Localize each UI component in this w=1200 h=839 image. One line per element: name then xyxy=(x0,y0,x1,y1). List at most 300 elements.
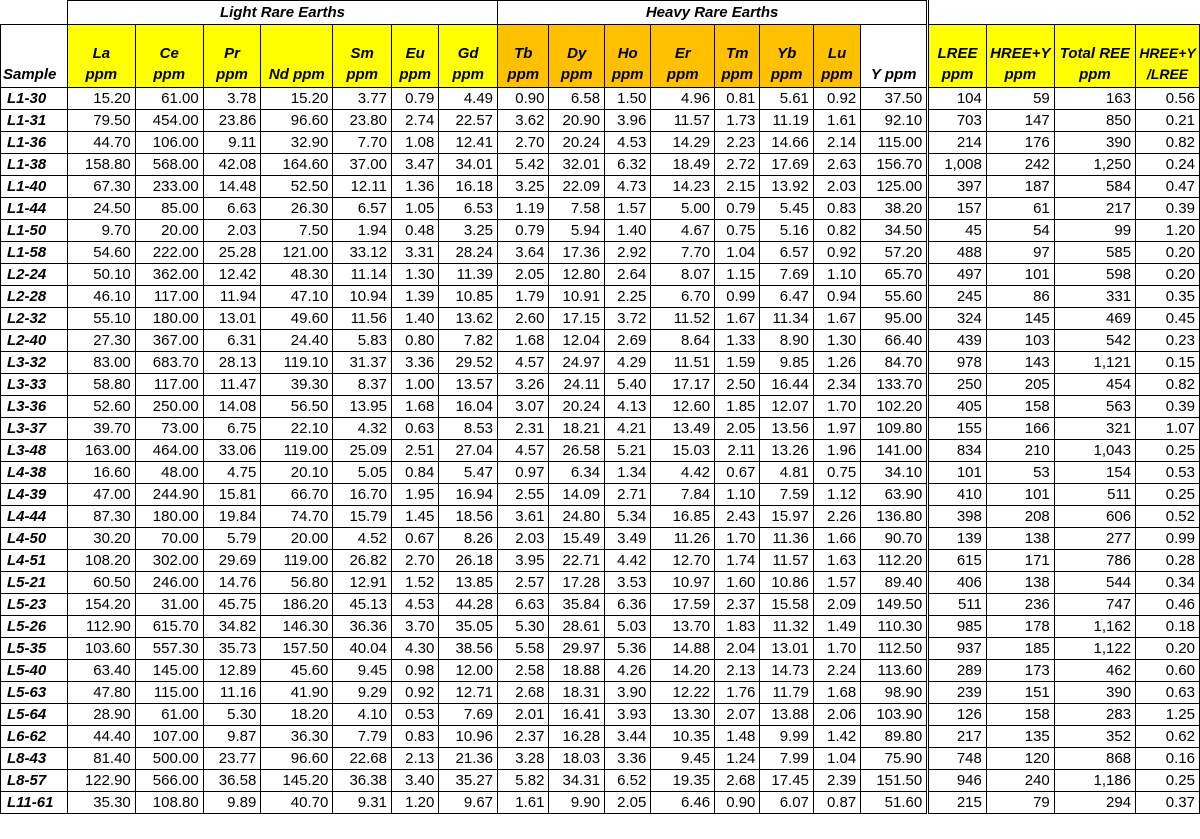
value-cell: 9.90 xyxy=(549,792,605,814)
heavy-element-header: Dy ppm xyxy=(549,25,605,88)
value-cell: 9.67 xyxy=(439,792,498,814)
value-cell: 27.04 xyxy=(439,440,498,462)
value-cell: 0.92 xyxy=(813,242,860,264)
value-cell: 35.30 xyxy=(67,792,135,814)
light-rare-earths-label: Light Rare Earths xyxy=(67,1,497,25)
value-cell: 31.37 xyxy=(333,352,392,374)
value-cell: 61.00 xyxy=(135,88,203,110)
value-cell: 2.09 xyxy=(813,594,860,616)
value-cell: 1.10 xyxy=(715,484,760,506)
value-cell: 156.70 xyxy=(861,154,928,176)
value-cell: 17.59 xyxy=(651,594,715,616)
value-cell: 14.09 xyxy=(549,484,605,506)
value-cell: 236 xyxy=(986,594,1054,616)
sample-id-cell: L1-31 xyxy=(1,110,68,132)
value-cell: 0.48 xyxy=(392,220,439,242)
sample-id-cell: L3-36 xyxy=(1,396,68,418)
table-row xyxy=(1,154,1200,176)
value-cell: 27.30 xyxy=(67,330,135,352)
value-cell: 0.82 xyxy=(1136,374,1200,396)
value-cell: 52.50 xyxy=(261,176,333,198)
value-cell: 454 xyxy=(1054,374,1135,396)
value-cell: 164.60 xyxy=(261,154,333,176)
value-cell: 112.50 xyxy=(861,638,928,660)
value-cell: 41.90 xyxy=(261,682,333,704)
value-cell: 0.62 xyxy=(1136,726,1200,748)
value-cell: 18.49 xyxy=(651,154,715,176)
value-cell: 24.11 xyxy=(549,374,605,396)
value-cell: 205 xyxy=(986,374,1054,396)
sample-id-cell: L3-33 xyxy=(1,374,68,396)
value-cell: 1.61 xyxy=(498,792,549,814)
value-cell: 108.20 xyxy=(67,550,135,572)
value-cell: 0.82 xyxy=(1136,132,1200,154)
value-cell: 157.50 xyxy=(261,638,333,660)
value-cell: 469 xyxy=(1054,308,1135,330)
value-cell: 1.57 xyxy=(813,572,860,594)
value-cell: 16.44 xyxy=(760,374,814,396)
value-cell: 1.94 xyxy=(333,220,392,242)
value-cell: 511 xyxy=(1054,484,1135,506)
value-cell: 79.50 xyxy=(67,110,135,132)
value-cell: 180.00 xyxy=(135,308,203,330)
value-cell: 2.03 xyxy=(203,220,261,242)
value-cell: 2.58 xyxy=(498,660,549,682)
value-cell: 15.81 xyxy=(203,484,261,506)
value-cell: 240 xyxy=(986,770,1054,792)
value-cell: 15.58 xyxy=(760,594,814,616)
value-cell: 56.80 xyxy=(261,572,333,594)
value-cell: 14.66 xyxy=(760,132,814,154)
value-cell: 147 xyxy=(986,110,1054,132)
sample-id-cell: L8-57 xyxy=(1,770,68,792)
value-cell: 7.69 xyxy=(439,704,498,726)
value-cell: 1.42 xyxy=(813,726,860,748)
value-cell: 102.20 xyxy=(861,396,928,418)
value-cell: 18.31 xyxy=(549,682,605,704)
value-cell: 8.37 xyxy=(333,374,392,396)
value-cell: 56.50 xyxy=(261,396,333,418)
value-cell: 54.60 xyxy=(67,242,135,264)
value-cell: 92.10 xyxy=(861,110,928,132)
value-cell: 35.84 xyxy=(549,594,605,616)
sample-id-cell: L5-21 xyxy=(1,572,68,594)
value-cell: 9.89 xyxy=(203,792,261,814)
value-cell: 3.95 xyxy=(498,550,549,572)
value-cell: 11.52 xyxy=(651,308,715,330)
value-cell: 8.90 xyxy=(760,330,814,352)
value-cell: 96.60 xyxy=(261,748,333,770)
value-cell: 84.70 xyxy=(861,352,928,374)
value-cell: 11.14 xyxy=(333,264,392,286)
sample-header: Sample xyxy=(1,25,68,88)
value-cell: 133.70 xyxy=(861,374,928,396)
value-cell: 11.79 xyxy=(760,682,814,704)
value-cell: 18.20 xyxy=(261,704,333,726)
value-cell: 11.34 xyxy=(760,308,814,330)
value-cell: 0.98 xyxy=(392,660,439,682)
value-cell: 3.25 xyxy=(439,220,498,242)
value-cell: 1.10 xyxy=(813,264,860,286)
value-cell: 1.95 xyxy=(392,484,439,506)
value-cell: 23.77 xyxy=(203,748,261,770)
table-row xyxy=(1,638,1200,660)
value-cell: 51.60 xyxy=(861,792,928,814)
value-cell: 946 xyxy=(928,770,987,792)
value-cell: 7.70 xyxy=(651,242,715,264)
value-cell: 2.71 xyxy=(605,484,651,506)
value-cell: 13.95 xyxy=(333,396,392,418)
sample-id-cell: L1-30 xyxy=(1,88,68,110)
value-cell: 8.07 xyxy=(651,264,715,286)
value-cell: 4.10 xyxy=(333,704,392,726)
value-cell: 9.29 xyxy=(333,682,392,704)
heavy-element-header: Tb ppm xyxy=(498,25,549,88)
value-cell: 10.85 xyxy=(439,286,498,308)
value-cell: 2.37 xyxy=(498,726,549,748)
value-cell: 57.20 xyxy=(861,242,928,264)
value-cell: 3.90 xyxy=(605,682,651,704)
value-cell: 14.20 xyxy=(651,660,715,682)
value-cell: 15.20 xyxy=(261,88,333,110)
value-cell: 1.67 xyxy=(715,308,760,330)
table-row xyxy=(1,770,1200,792)
value-cell: 7.50 xyxy=(261,220,333,242)
light-element-header: Nd ppm xyxy=(261,25,333,88)
value-cell: 3.61 xyxy=(498,506,549,528)
value-cell: 10.91 xyxy=(549,286,605,308)
value-cell: 44.40 xyxy=(67,726,135,748)
value-cell: 89.80 xyxy=(861,726,928,748)
value-cell: 22.10 xyxy=(261,418,333,440)
value-cell: 15.97 xyxy=(760,506,814,528)
value-cell: 119.00 xyxy=(261,440,333,462)
value-cell: 12.60 xyxy=(651,396,715,418)
value-cell: 217 xyxy=(928,726,987,748)
value-cell: 3.07 xyxy=(498,396,549,418)
value-cell: 141.00 xyxy=(861,440,928,462)
value-cell: 2.57 xyxy=(498,572,549,594)
value-cell: 0.35 xyxy=(1136,286,1200,308)
value-cell: 10.35 xyxy=(651,726,715,748)
value-cell: 180.00 xyxy=(135,506,203,528)
value-cell: 2.63 xyxy=(813,154,860,176)
sample-id-cell: L5-40 xyxy=(1,660,68,682)
value-cell: 703 xyxy=(928,110,987,132)
value-cell: 16.18 xyxy=(439,176,498,198)
value-cell: 16.70 xyxy=(333,484,392,506)
value-cell: 16.41 xyxy=(549,704,605,726)
value-cell: 1.79 xyxy=(498,286,549,308)
value-cell: 2.07 xyxy=(715,704,760,726)
value-cell: 1.36 xyxy=(392,176,439,198)
value-cell: 747 xyxy=(1054,594,1135,616)
value-cell: 33.12 xyxy=(333,242,392,264)
table-row xyxy=(1,572,1200,594)
value-cell: 18.56 xyxy=(439,506,498,528)
column-header-row xyxy=(1,25,1200,88)
value-cell: 96.60 xyxy=(261,110,333,132)
value-cell: 0.79 xyxy=(498,220,549,242)
value-cell: 1.40 xyxy=(605,220,651,242)
value-cell: 4.67 xyxy=(651,220,715,242)
table-row xyxy=(1,396,1200,418)
value-cell: 2.05 xyxy=(605,792,651,814)
value-cell: 103.90 xyxy=(861,704,928,726)
value-cell: 3.44 xyxy=(605,726,651,748)
value-cell: 24.80 xyxy=(549,506,605,528)
value-cell: 7.58 xyxy=(549,198,605,220)
value-cell: 50.10 xyxy=(67,264,135,286)
value-cell: 5.61 xyxy=(760,88,814,110)
value-cell: 246.00 xyxy=(135,572,203,594)
value-cell: 2.68 xyxy=(498,682,549,704)
value-cell: 113.60 xyxy=(861,660,928,682)
value-cell: 22.71 xyxy=(549,550,605,572)
value-cell: 6.31 xyxy=(203,330,261,352)
value-cell: 101 xyxy=(928,462,987,484)
value-cell: 15.20 xyxy=(67,88,135,110)
value-cell: 83.00 xyxy=(67,352,135,374)
value-cell: 4.52 xyxy=(333,528,392,550)
value-cell: 157 xyxy=(928,198,987,220)
value-cell: 2.92 xyxy=(605,242,651,264)
value-cell: 85.00 xyxy=(135,198,203,220)
value-cell: 28.61 xyxy=(549,616,605,638)
sample-id-cell: L5-26 xyxy=(1,616,68,638)
value-cell: 98.90 xyxy=(861,682,928,704)
table-row xyxy=(1,352,1200,374)
value-cell: 90.70 xyxy=(861,528,928,550)
value-cell: 20.00 xyxy=(261,528,333,550)
value-cell: 1.97 xyxy=(813,418,860,440)
value-cell: 10.94 xyxy=(333,286,392,308)
value-cell: 5.34 xyxy=(605,506,651,528)
value-cell: 3.36 xyxy=(605,748,651,770)
value-cell: 606 xyxy=(1054,506,1135,528)
value-cell: 31.00 xyxy=(135,594,203,616)
value-cell: 151.50 xyxy=(861,770,928,792)
sample-id-cell: L11-61 xyxy=(1,792,68,814)
value-cell: 2.60 xyxy=(498,308,549,330)
sample-id-cell: L4-39 xyxy=(1,484,68,506)
value-cell: 11.16 xyxy=(203,682,261,704)
value-cell: 0.56 xyxy=(1136,88,1200,110)
value-cell: 331 xyxy=(1054,286,1135,308)
value-cell: 0.83 xyxy=(392,726,439,748)
value-cell: 12.00 xyxy=(439,660,498,682)
value-cell: 138 xyxy=(986,572,1054,594)
value-cell: 1.96 xyxy=(813,440,860,462)
value-cell: 1.40 xyxy=(392,308,439,330)
value-cell: 7.70 xyxy=(333,132,392,154)
value-cell: 2.03 xyxy=(813,176,860,198)
value-cell: 4.26 xyxy=(605,660,651,682)
value-cell: 8.53 xyxy=(439,418,498,440)
value-cell: 9.85 xyxy=(760,352,814,374)
sample-id-cell: L1-38 xyxy=(1,154,68,176)
value-cell: 55.60 xyxy=(861,286,928,308)
value-cell: 20.00 xyxy=(135,220,203,242)
value-cell: 397 xyxy=(928,176,987,198)
value-cell: 542 xyxy=(1054,330,1135,352)
value-cell: 158.80 xyxy=(67,154,135,176)
value-cell: 9.70 xyxy=(67,220,135,242)
table-row xyxy=(1,286,1200,308)
sample-id-cell: L1-40 xyxy=(1,176,68,198)
value-cell: 16.28 xyxy=(549,726,605,748)
value-cell: 0.52 xyxy=(1136,506,1200,528)
value-cell: 12.04 xyxy=(549,330,605,352)
value-cell: 1.57 xyxy=(605,198,651,220)
value-cell: 117.00 xyxy=(135,374,203,396)
value-cell: 462 xyxy=(1054,660,1135,682)
table-row xyxy=(1,374,1200,396)
value-cell: 119.00 xyxy=(261,550,333,572)
value-cell: 30.20 xyxy=(67,528,135,550)
value-cell: 2.69 xyxy=(605,330,651,352)
value-cell: 1.19 xyxy=(498,198,549,220)
value-cell: 683.70 xyxy=(135,352,203,374)
table-row xyxy=(1,242,1200,264)
value-cell: 89.40 xyxy=(861,572,928,594)
value-cell: 1.20 xyxy=(392,792,439,814)
value-cell: 99 xyxy=(1054,220,1135,242)
value-cell: 20.90 xyxy=(549,110,605,132)
value-cell: 44.28 xyxy=(439,594,498,616)
value-cell: 3.25 xyxy=(498,176,549,198)
light-element-header: Pr ppm xyxy=(203,25,261,88)
value-cell: 16.60 xyxy=(67,462,135,484)
value-cell: 28.13 xyxy=(203,352,261,374)
value-cell: 2.15 xyxy=(715,176,760,198)
value-cell: 65.70 xyxy=(861,264,928,286)
value-cell: 145.00 xyxy=(135,660,203,682)
value-cell: 95.00 xyxy=(861,308,928,330)
value-cell: 0.87 xyxy=(813,792,860,814)
value-cell: 1.30 xyxy=(392,264,439,286)
value-cell: 86 xyxy=(986,286,1054,308)
sample-id-cell: L2-32 xyxy=(1,308,68,330)
value-cell: 45.75 xyxy=(203,594,261,616)
value-cell: 0.37 xyxy=(1136,792,1200,814)
value-cell: 978 xyxy=(928,352,987,374)
value-cell: 0.34 xyxy=(1136,572,1200,594)
value-cell: 1.63 xyxy=(813,550,860,572)
value-cell: 17.17 xyxy=(651,374,715,396)
heavy-element-header: Tm ppm xyxy=(715,25,760,88)
value-cell: 598 xyxy=(1054,264,1135,286)
table-row xyxy=(1,748,1200,770)
value-cell: 398 xyxy=(928,506,987,528)
value-cell: 0.81 xyxy=(715,88,760,110)
light-element-header: Gd ppm xyxy=(439,25,498,88)
value-cell: 1.30 xyxy=(813,330,860,352)
value-cell: 35.05 xyxy=(439,616,498,638)
value-cell: 2.55 xyxy=(498,484,549,506)
table-row xyxy=(1,110,1200,132)
value-cell: 2.26 xyxy=(813,506,860,528)
value-cell: 61 xyxy=(986,198,1054,220)
value-cell: 2.70 xyxy=(392,550,439,572)
value-cell: 615.70 xyxy=(135,616,203,638)
value-cell: 0.90 xyxy=(498,88,549,110)
value-cell: 32.01 xyxy=(549,154,605,176)
value-cell: 0.20 xyxy=(1136,242,1200,264)
value-cell: 67.30 xyxy=(67,176,135,198)
value-cell: 17.15 xyxy=(549,308,605,330)
value-cell: 454.00 xyxy=(135,110,203,132)
sample-id-cell: L4-51 xyxy=(1,550,68,572)
value-cell: 11.26 xyxy=(651,528,715,550)
value-cell: 0.18 xyxy=(1136,616,1200,638)
value-cell: 0.45 xyxy=(1136,308,1200,330)
value-cell: 145.20 xyxy=(261,770,333,792)
value-cell: 13.01 xyxy=(203,308,261,330)
value-cell: 2.25 xyxy=(605,286,651,308)
value-cell: 52.60 xyxy=(67,396,135,418)
sample-id-cell: L5-64 xyxy=(1,704,68,726)
value-cell: 15.79 xyxy=(333,506,392,528)
value-cell: 47.80 xyxy=(67,682,135,704)
table-row xyxy=(1,308,1200,330)
value-cell: 1.60 xyxy=(715,572,760,594)
value-cell: 6.32 xyxy=(605,154,651,176)
value-cell: 2.68 xyxy=(715,770,760,792)
sample-id-cell: L2-24 xyxy=(1,264,68,286)
value-cell: 0.75 xyxy=(813,462,860,484)
value-cell: 1.61 xyxy=(813,110,860,132)
value-cell: 1.33 xyxy=(715,330,760,352)
value-cell: 3.96 xyxy=(605,110,651,132)
value-cell: 37.00 xyxy=(333,154,392,176)
value-cell: 239 xyxy=(928,682,987,704)
value-cell: 10.96 xyxy=(439,726,498,748)
value-cell: 557.30 xyxy=(135,638,203,660)
value-cell: 5.30 xyxy=(203,704,261,726)
value-cell: 0.24 xyxy=(1136,154,1200,176)
value-cell: 0.79 xyxy=(392,88,439,110)
value-cell: 0.79 xyxy=(715,198,760,220)
heavy-element-header: Er ppm xyxy=(651,25,715,88)
value-cell: 12.71 xyxy=(439,682,498,704)
heavy-element-header: Yb ppm xyxy=(760,25,814,88)
value-cell: 497 xyxy=(928,264,987,286)
value-cell: 1.52 xyxy=(392,572,439,594)
value-cell: 0.16 xyxy=(1136,748,1200,770)
value-cell: 4.21 xyxy=(605,418,651,440)
yttrium-header: Y ppm xyxy=(861,25,928,88)
value-cell: 2.50 xyxy=(715,374,760,396)
value-cell: 7.99 xyxy=(760,748,814,770)
totals-header: HREE+Y /LREE xyxy=(1136,25,1200,88)
value-cell: 405 xyxy=(928,396,987,418)
sample-id-cell: L8-43 xyxy=(1,748,68,770)
value-cell: 4.29 xyxy=(605,352,651,374)
value-cell: 24.50 xyxy=(67,198,135,220)
value-cell: 8.64 xyxy=(651,330,715,352)
value-cell: 13.57 xyxy=(439,374,498,396)
value-cell: 13.56 xyxy=(760,418,814,440)
value-cell: 1.73 xyxy=(715,110,760,132)
value-cell: 35.73 xyxy=(203,638,261,660)
value-cell: 185 xyxy=(986,638,1054,660)
value-cell: 1.50 xyxy=(605,88,651,110)
value-cell: 352 xyxy=(1054,726,1135,748)
value-cell: 12.89 xyxy=(203,660,261,682)
heavy-element-header: Lu ppm xyxy=(813,25,860,88)
value-cell: 29.97 xyxy=(549,638,605,660)
